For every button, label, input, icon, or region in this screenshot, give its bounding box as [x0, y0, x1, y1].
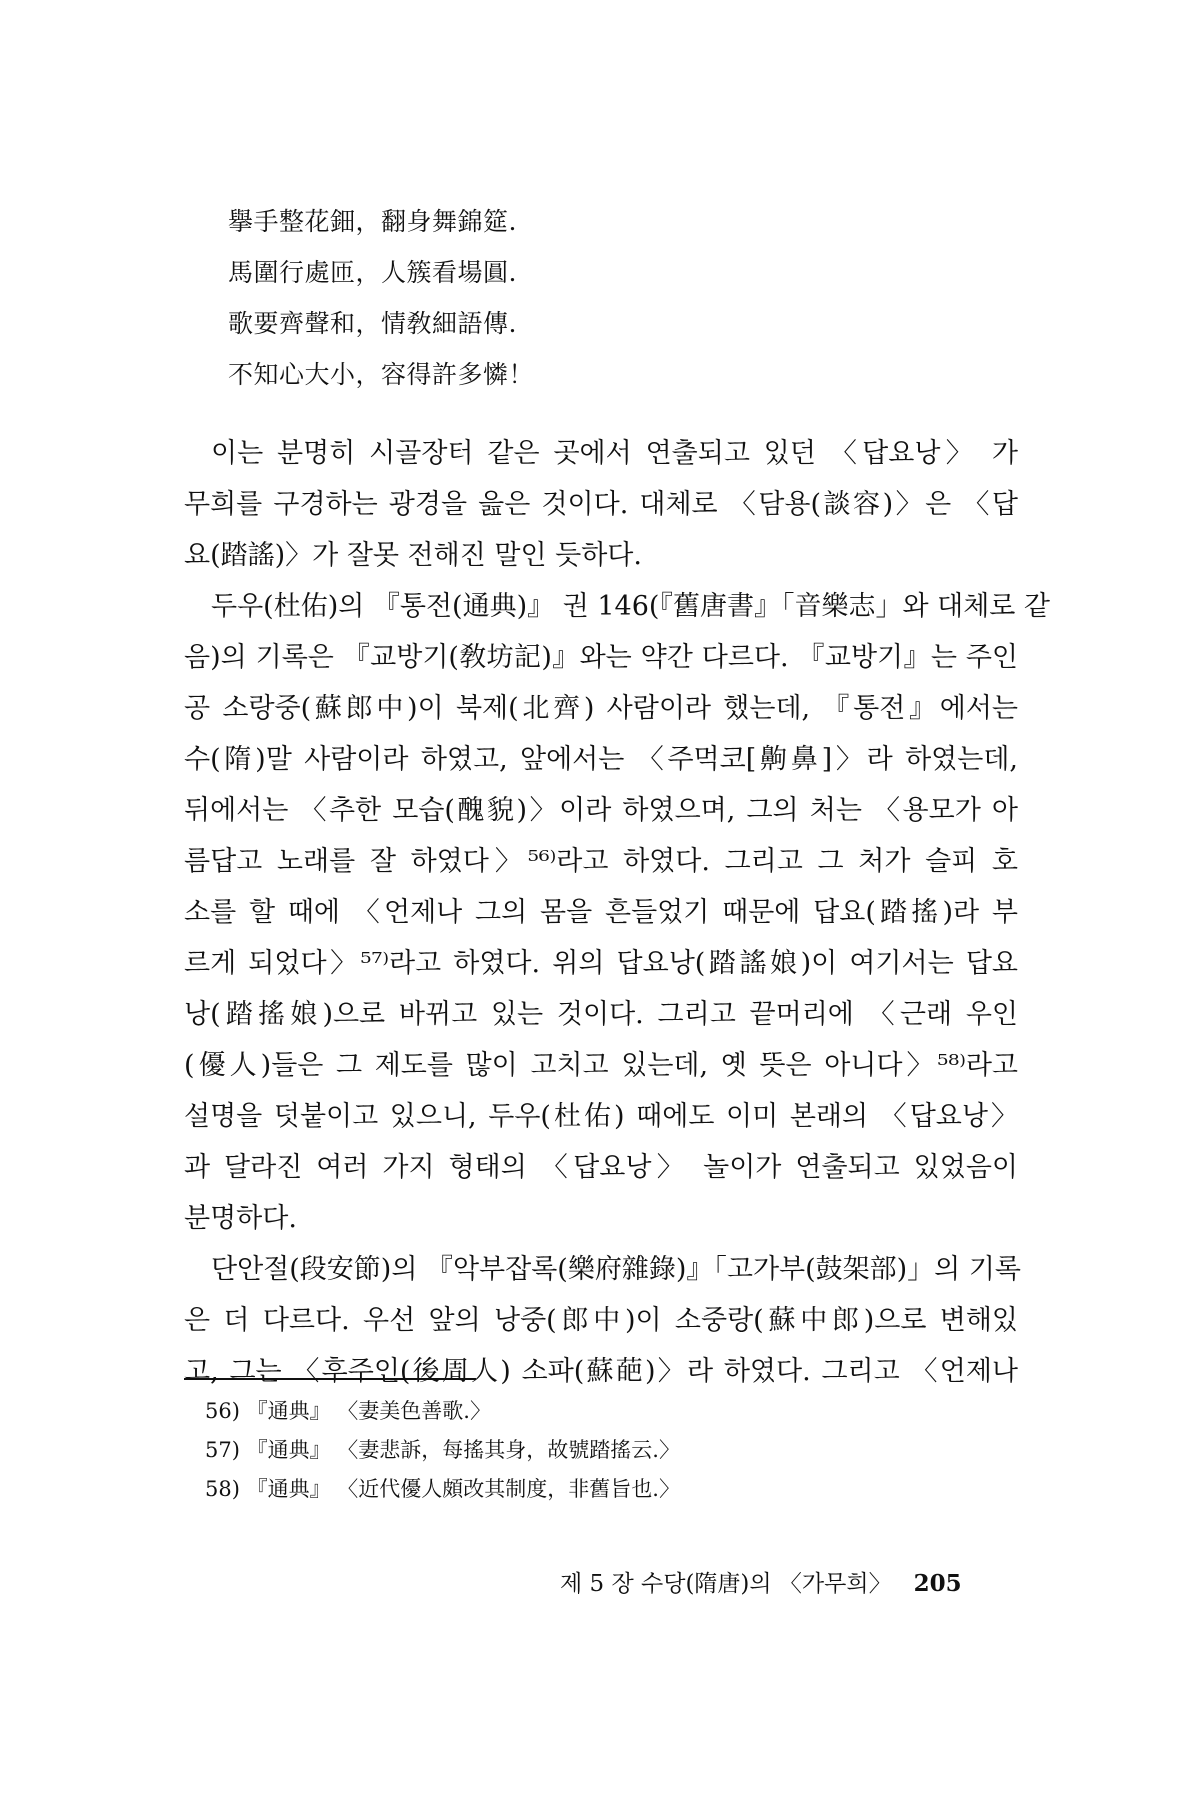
body-line: 공 소랑중(蘇郎中)이 북제(北齊) 사람이라 했는데, 『통전』에서는	[184, 693, 1018, 724]
body-text	[184, 428, 1051, 1397]
body-line: 요(踏謠)〉가 잘못 전해진 말인 듯하다.	[184, 540, 642, 571]
body-line: 은 더 다르다. 우선 앞의 낭중(郎中)이 소중랑(蘇中郎)으로 변해있	[184, 1305, 1018, 1336]
body-line: 설명을 덧붙이고 있으니, 두우(杜佑) 때에도 이미 본래의 〈답요낭〉	[184, 1101, 1018, 1132]
footnote: 56) 『通典』 〈妻美色善歌.〉	[205, 1399, 491, 1423]
poem-line: 擧手整花鈿，翻身舞錦筵.	[228, 207, 517, 236]
footnote: 58) 『通典』 〈近代優人頗改其制度，非舊旨也.〉	[205, 1477, 680, 1501]
footnotes	[205, 1392, 1005, 1509]
running-footer	[560, 1566, 1000, 1602]
body-line: 단안절(段安節)의 『악부잡록(樂府雜錄)』「고가부(鼓架部)」의 기록	[211, 1254, 1022, 1285]
body-line: (優人)들은 그 제도를 많이 고치고 있는데, 옛 뜻은 아니다〉⁵⁸⁾라고	[184, 1050, 1018, 1081]
poem-line: 不知心大小，容得許多憐！	[228, 360, 535, 389]
poem-line: 馬圍行處匝，人簇看場圓.	[228, 258, 517, 287]
body-line: 고, 그는 〈후주인(後周人) 소파(蘇葩)〉라 하였다. 그리고 〈언제나	[184, 1356, 1018, 1387]
chapter-title: 제 5 장 수당(隋唐)의 〈가무희〉	[560, 1571, 892, 1597]
body-line: 음)의 기록은 『교방기(敎坊記)』와는 약간 다르다. 『교방기』는 주인	[184, 642, 1018, 673]
body-line: 두우(杜佑)의 『통전(通典)』 권 146(『舊唐書』「音樂志」와 대체로 같	[211, 591, 1051, 622]
page-number: 205	[913, 1570, 962, 1597]
body-line: 과 달라진 여러 가지 형태의 〈답요낭〉 놀이가 연출되고 있었음이	[184, 1152, 1018, 1183]
body-line: 이는 분명히 시골장터 같은 곳에서 연출되고 있던 〈답요낭〉 가	[211, 438, 1018, 469]
body-line: 소를 할 때에 〈언제나 그의 몸을 흔들었기 때문에 답요(踏搖)라 부	[184, 897, 1018, 928]
footnote: 57) 『通典』 〈妻悲訴，每搖其身，故號踏搖云.〉	[205, 1438, 680, 1462]
body-line: 낭(踏搖娘)으로 바뀌고 있는 것이다. 그리고 끝머리에 〈근래 우인	[184, 999, 1018, 1030]
body-line: 무희를 구경하는 광경을 읊은 것이다. 대체로 〈담용(談容)〉은 〈답	[184, 489, 1018, 520]
body-line: 르게 되었다〉⁵⁷⁾라고 하였다. 위의 답요낭(踏謠娘)이 여기서는 답요	[184, 948, 1018, 979]
poem-line: 歌要齊聲和，情敎細語傳.	[228, 309, 517, 338]
footnote-divider	[184, 1378, 476, 1380]
poem-block	[228, 196, 1008, 400]
body-line: 름답고 노래를 잘 하였다〉⁵⁶⁾라고 하였다. 그리고 그 처가 슬피 호	[184, 846, 1018, 877]
body-line: 뒤에서는 〈추한 모습(醜貌)〉이라 하였으며, 그의 처는 〈용모가 아	[184, 795, 1018, 826]
body-line: 분명하다.	[184, 1203, 297, 1234]
body-line: 수(隋)말 사람이라 하였고, 앞에서는 〈주먹코[齁鼻]〉라 하였는데,	[184, 744, 1018, 775]
